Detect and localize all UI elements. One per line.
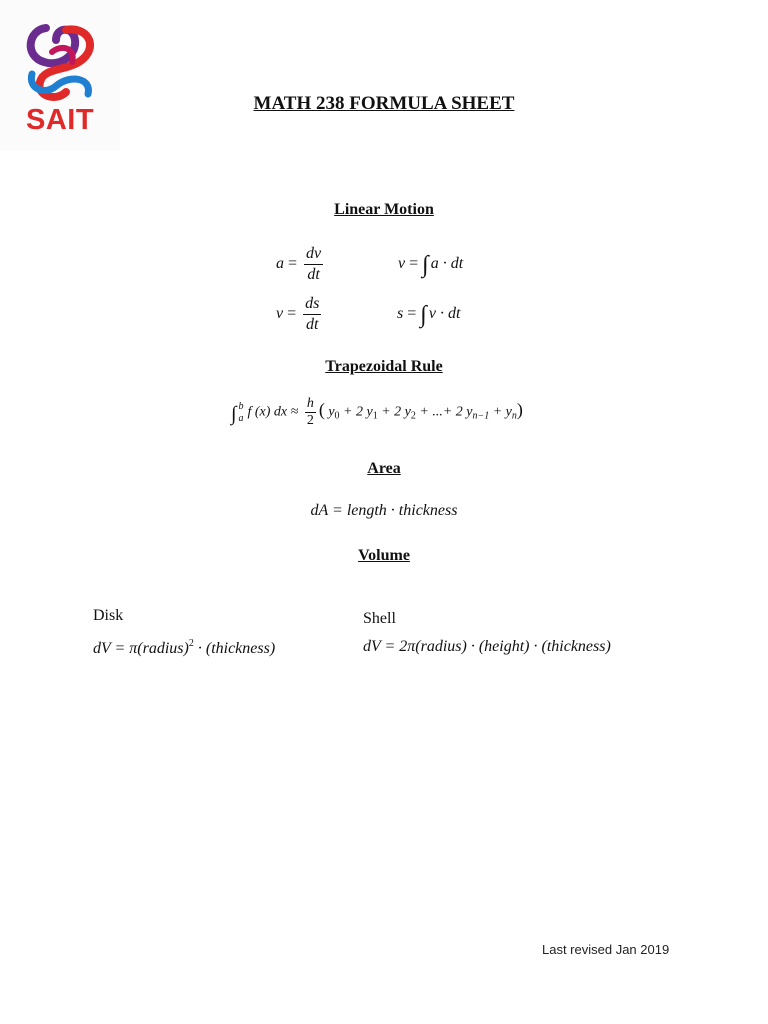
var-a: a	[276, 255, 284, 273]
upper-limit: b	[238, 400, 244, 412]
var-s: s	[397, 305, 404, 322]
integrand-v-dt: v · dt	[428, 305, 461, 322]
superscript: 2	[188, 638, 194, 649]
formula-s-integral-v	[397, 302, 460, 329]
trapezoidal-heading: Trapezoidal Rule	[325, 358, 443, 375]
formula-area: dA = length · thickness	[310, 502, 458, 519]
area-heading: Area	[367, 460, 401, 477]
numerator: dv	[306, 245, 322, 262]
formula-disk	[93, 638, 275, 658]
subscript: 0	[334, 410, 340, 422]
equals-sign: =	[288, 255, 298, 273]
denominator: dt	[303, 314, 321, 335]
logo-area	[0, 0, 120, 150]
subscript: n−1	[472, 410, 490, 422]
disk-formula-main: dV = π(radius)	[93, 640, 189, 657]
integral-sign: ∫	[420, 302, 427, 328]
volume-heading: Volume	[358, 547, 410, 564]
close-paren: )	[516, 399, 523, 420]
formula-trapezoidal	[231, 396, 523, 429]
term-y0: y	[328, 404, 335, 420]
subscript: 1	[372, 410, 378, 422]
var-v: v	[398, 255, 406, 272]
sait-logo-mark	[22, 22, 100, 104]
numerator: h	[306, 396, 314, 411]
formula-a-dv-dt	[276, 244, 326, 285]
disk-formula-tail: · (thickness)	[193, 640, 276, 657]
open-paren: (	[318, 399, 325, 420]
equals-sign: =	[409, 255, 419, 272]
integral-sign: ∫	[422, 252, 429, 278]
linear-motion-heading: Linear Motion	[334, 201, 434, 218]
logo-text: SAIT	[26, 104, 95, 136]
equals-sign: =	[287, 305, 297, 323]
integrand: f (x) dx ≈	[247, 404, 299, 420]
term-2y2: + 2 y	[381, 404, 411, 420]
equals-sign: =	[407, 305, 417, 322]
formula-v-integral-a	[398, 252, 463, 279]
integral-sign: ∫	[231, 402, 237, 425]
denominator: dt	[304, 264, 323, 285]
term-2y1: + 2 y	[343, 404, 373, 420]
fraction-h-2	[305, 396, 316, 429]
numerator: ds	[305, 295, 320, 312]
subscript: n	[511, 410, 517, 422]
term-2yn-1: + ...+ 2 y	[419, 404, 473, 420]
integrand-a-dt: a · dt	[430, 255, 464, 272]
denominator: 2	[306, 413, 314, 428]
formula-v-ds-dt	[276, 294, 324, 335]
term-yn: + y	[492, 404, 512, 420]
var-v: v	[276, 305, 284, 323]
integral-limits	[238, 401, 243, 425]
page-title: MATH 238 FORMULA SHEET	[253, 93, 515, 114]
subscript: 2	[410, 410, 416, 422]
fraction-ds-dt	[303, 294, 321, 335]
revision-note: Last revised Jan 2019	[542, 942, 670, 957]
disk-label: Disk	[93, 607, 124, 624]
formula-shell: dV = 2π(radius) · (height) · (thickness)	[363, 638, 611, 655]
lower-limit: a	[238, 412, 244, 424]
shell-label: Shell	[363, 610, 396, 627]
fraction-dv-dt	[304, 244, 323, 285]
